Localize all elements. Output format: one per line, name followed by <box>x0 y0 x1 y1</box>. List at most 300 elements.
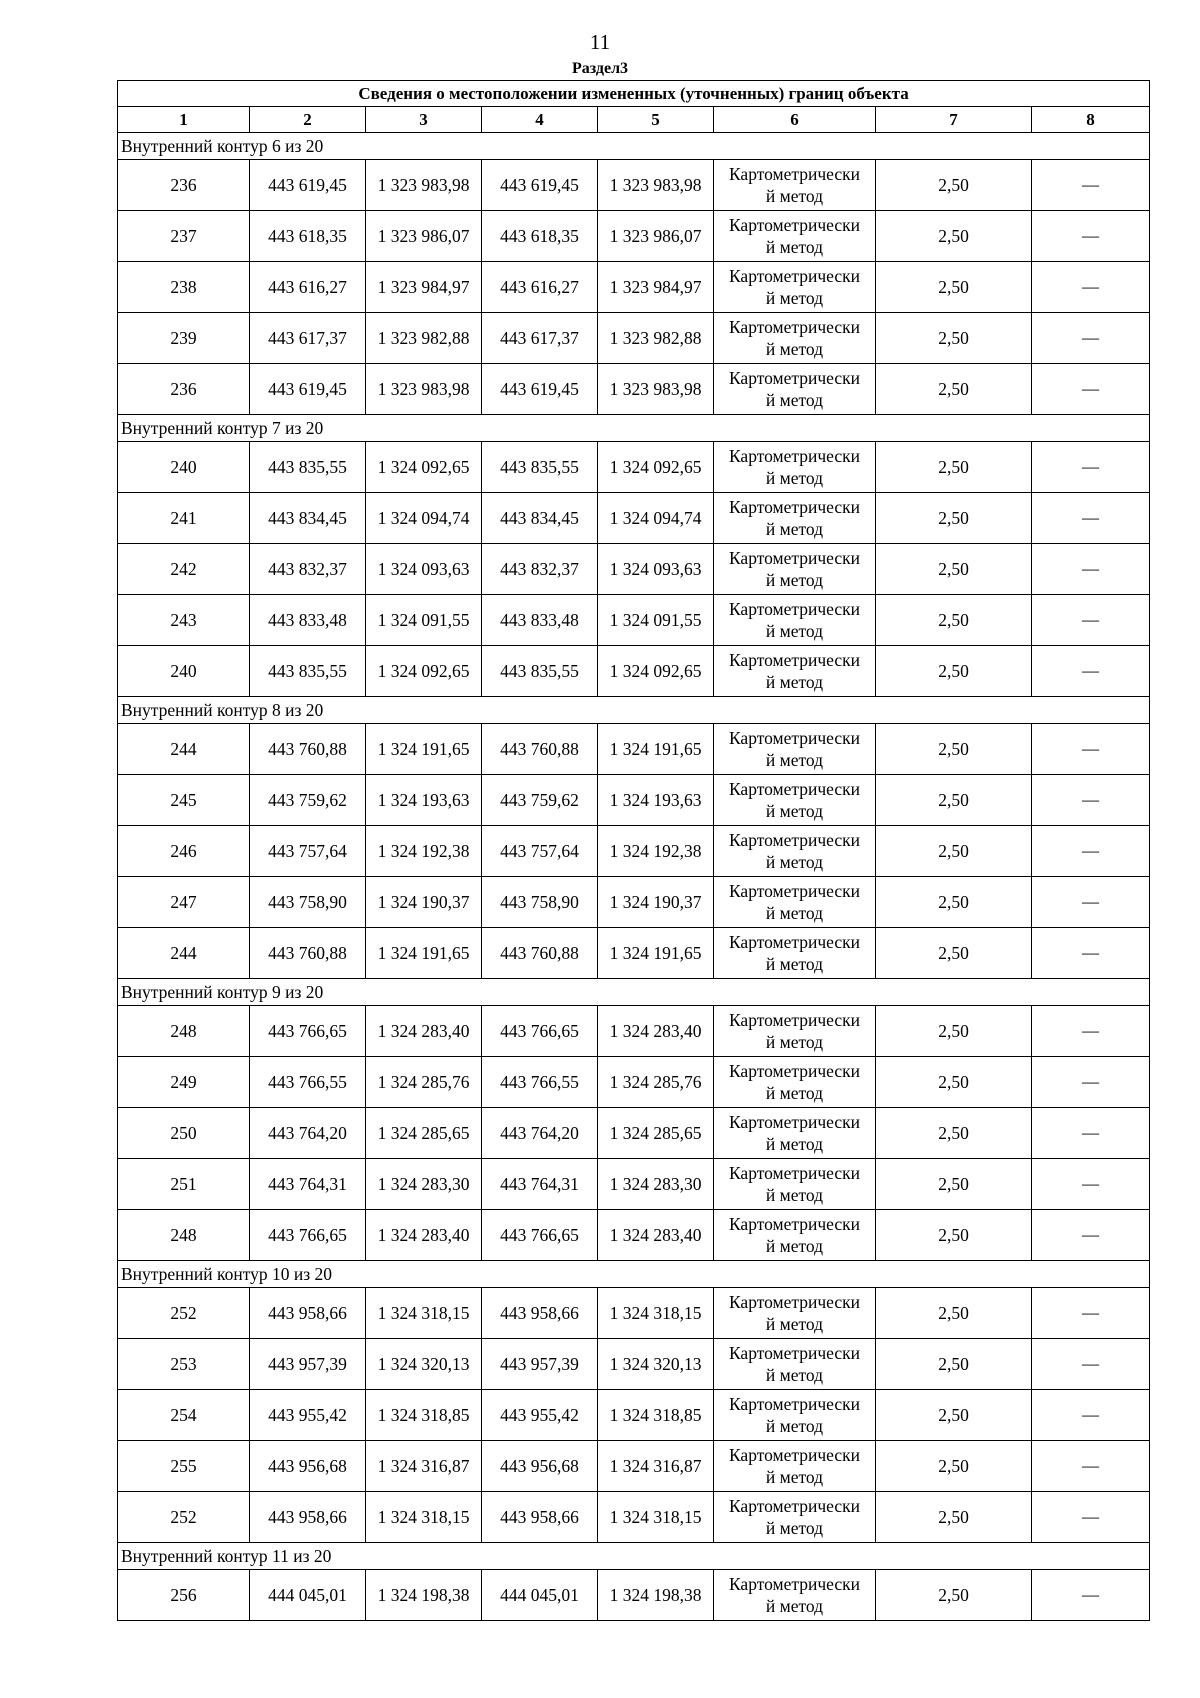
method-line-1: Картометрически <box>728 1112 861 1132</box>
description-cell: — <box>1032 595 1150 646</box>
x-new-cell: 443 764,31 <box>482 1159 598 1210</box>
method-line-1: Картометрически <box>728 1394 861 1414</box>
description-cell: — <box>1032 1288 1150 1339</box>
y-existing-cell: 1 324 318,15 <box>366 1288 482 1339</box>
y-existing-cell: 1 324 094,74 <box>366 493 482 544</box>
method-line-1: Картометрически <box>728 1496 861 1516</box>
table-row <box>118 1390 1150 1441</box>
method-line-2: й метод <box>765 1134 824 1154</box>
description-cell: — <box>1032 877 1150 928</box>
method-line-2: й метод <box>765 954 824 974</box>
accuracy-cell: 2,50 <box>876 826 1032 877</box>
method-line-1: Картометрически <box>728 368 861 388</box>
method-line-1: Картометрически <box>728 164 861 184</box>
y-new-cell: 1 324 318,15 <box>598 1492 714 1543</box>
column-number: 4 <box>482 107 598 133</box>
column-numbers-row <box>118 107 1150 133</box>
x-new-cell: 443 834,45 <box>482 493 598 544</box>
method-line-1: Картометрически <box>728 779 861 799</box>
table-row <box>118 595 1150 646</box>
method-line-1: Картометрически <box>728 599 861 619</box>
x-existing-cell: 443 619,45 <box>250 160 366 211</box>
method-line-2: й метод <box>765 519 824 539</box>
point-number-cell: 255 <box>118 1441 250 1492</box>
accuracy-cell: 2,50 <box>876 1390 1032 1441</box>
method-cell <box>714 1108 876 1159</box>
table-row <box>118 544 1150 595</box>
x-existing-cell: 443 760,88 <box>250 928 366 979</box>
y-new-cell: 1 324 193,63 <box>598 775 714 826</box>
point-number-cell: 256 <box>118 1570 250 1621</box>
method-line-2: й метод <box>765 1365 824 1385</box>
point-number-cell: 238 <box>118 262 250 313</box>
contour-label: Внутренний контур 9 из 20 <box>118 979 1150 1006</box>
contour-header-row <box>118 415 1150 442</box>
table-row <box>118 1570 1150 1621</box>
x-new-cell: 443 833,48 <box>482 595 598 646</box>
description-cell: — <box>1032 646 1150 697</box>
contour-header-row <box>118 697 1150 724</box>
method-line-1: Картометрически <box>728 830 861 850</box>
y-existing-cell: 1 324 283,40 <box>366 1006 482 1057</box>
description-cell: — <box>1032 775 1150 826</box>
method-line-1: Картометрически <box>728 548 861 568</box>
y-existing-cell: 1 324 285,76 <box>366 1057 482 1108</box>
y-new-cell: 1 324 198,38 <box>598 1570 714 1621</box>
point-number-cell: 252 <box>118 1492 250 1543</box>
accuracy-cell: 2,50 <box>876 442 1032 493</box>
description-cell: — <box>1032 364 1150 415</box>
x-new-cell: 443 766,65 <box>482 1006 598 1057</box>
method-cell <box>714 646 876 697</box>
description-cell: — <box>1032 724 1150 775</box>
y-existing-cell: 1 324 192,38 <box>366 826 482 877</box>
y-existing-cell: 1 324 191,65 <box>366 928 482 979</box>
description-cell: — <box>1032 1159 1150 1210</box>
table-caption: Сведения о местоположении измененных (уточненных) границ объекта <box>118 81 1150 107</box>
contour-header-row <box>118 133 1150 160</box>
table-row <box>118 928 1150 979</box>
x-new-cell: 443 760,88 <box>482 724 598 775</box>
accuracy-cell: 2,50 <box>876 313 1032 364</box>
boundary-table <box>117 80 1150 1621</box>
contour-header-row <box>118 1543 1150 1570</box>
description-cell: — <box>1032 1006 1150 1057</box>
description-cell: — <box>1032 1339 1150 1390</box>
method-cell <box>714 1006 876 1057</box>
method-line-2: й метод <box>765 1314 824 1334</box>
y-new-cell: 1 324 283,40 <box>598 1210 714 1261</box>
table-row <box>118 1210 1150 1261</box>
table-row <box>118 1492 1150 1543</box>
point-number-cell: 239 <box>118 313 250 364</box>
y-new-cell: 1 323 983,98 <box>598 364 714 415</box>
column-number: 3 <box>366 107 482 133</box>
method-line-2: й метод <box>765 1083 824 1103</box>
y-new-cell: 1 324 091,55 <box>598 595 714 646</box>
y-new-cell: 1 324 192,38 <box>598 826 714 877</box>
accuracy-cell: 2,50 <box>876 262 1032 313</box>
x-existing-cell: 443 958,66 <box>250 1288 366 1339</box>
y-existing-cell: 1 323 986,07 <box>366 211 482 262</box>
section-title: Раздел3 <box>571 60 629 77</box>
description-cell: — <box>1032 493 1150 544</box>
table-row <box>118 1057 1150 1108</box>
method-cell <box>714 364 876 415</box>
x-existing-cell: 443 766,65 <box>250 1210 366 1261</box>
accuracy-cell: 2,50 <box>876 160 1032 211</box>
method-line-1: Картометрически <box>728 1445 861 1465</box>
y-new-cell: 1 323 984,97 <box>598 262 714 313</box>
method-line-1: Картометрически <box>728 317 861 337</box>
method-cell <box>714 877 876 928</box>
table-row <box>118 1159 1150 1210</box>
y-existing-cell: 1 324 190,37 <box>366 877 482 928</box>
y-existing-cell: 1 324 092,65 <box>366 442 482 493</box>
y-existing-cell: 1 324 193,63 <box>366 775 482 826</box>
method-line-1: Картометрически <box>728 215 861 235</box>
accuracy-cell: 2,50 <box>876 493 1032 544</box>
description-cell: — <box>1032 544 1150 595</box>
column-number: 7 <box>876 107 1032 133</box>
table-row <box>118 826 1150 877</box>
x-existing-cell: 443 835,55 <box>250 646 366 697</box>
method-line-1: Картометрически <box>728 932 861 952</box>
point-number-cell: 247 <box>118 877 250 928</box>
point-number-cell: 253 <box>118 1339 250 1390</box>
method-cell <box>714 724 876 775</box>
y-new-cell: 1 324 092,65 <box>598 442 714 493</box>
table-row <box>118 442 1150 493</box>
x-new-cell: 443 835,55 <box>482 646 598 697</box>
y-new-cell: 1 324 283,30 <box>598 1159 714 1210</box>
table-row <box>118 1006 1150 1057</box>
point-number-cell: 252 <box>118 1288 250 1339</box>
y-new-cell: 1 324 190,37 <box>598 877 714 928</box>
x-existing-cell: 443 618,35 <box>250 211 366 262</box>
description-cell: — <box>1032 442 1150 493</box>
description-cell: — <box>1032 313 1150 364</box>
table-row <box>118 493 1150 544</box>
column-number: 5 <box>598 107 714 133</box>
x-existing-cell: 443 757,64 <box>250 826 366 877</box>
x-existing-cell: 443 616,27 <box>250 262 366 313</box>
x-existing-cell: 443 956,68 <box>250 1441 366 1492</box>
x-existing-cell: 443 957,39 <box>250 1339 366 1390</box>
x-new-cell: 444 045,01 <box>482 1570 598 1621</box>
y-existing-cell: 1 324 318,15 <box>366 1492 482 1543</box>
table-row <box>118 1441 1150 1492</box>
description-cell: — <box>1032 1390 1150 1441</box>
x-existing-cell: 443 764,31 <box>250 1159 366 1210</box>
method-cell <box>714 595 876 646</box>
x-existing-cell: 443 955,42 <box>250 1390 366 1441</box>
accuracy-cell: 2,50 <box>876 1492 1032 1543</box>
method-line-2: й метод <box>765 186 824 206</box>
x-new-cell: 443 764,20 <box>482 1108 598 1159</box>
method-line-2: й метод <box>765 621 824 641</box>
method-line-2: й метод <box>765 1032 824 1052</box>
accuracy-cell: 2,50 <box>876 775 1032 826</box>
method-cell <box>714 1390 876 1441</box>
point-number-cell: 254 <box>118 1390 250 1441</box>
contour-header-row <box>118 1261 1150 1288</box>
y-existing-cell: 1 324 318,85 <box>366 1390 482 1441</box>
method-line-1: Картометрически <box>728 446 861 466</box>
x-new-cell: 443 832,37 <box>482 544 598 595</box>
y-existing-cell: 1 323 983,98 <box>366 364 482 415</box>
x-existing-cell: 443 835,55 <box>250 442 366 493</box>
point-number-cell: 251 <box>118 1159 250 1210</box>
y-new-cell: 1 324 191,65 <box>598 724 714 775</box>
x-existing-cell: 443 833,48 <box>250 595 366 646</box>
method-line-2: й метод <box>765 390 824 410</box>
method-line-2: й метод <box>765 903 824 923</box>
page-number: 11 <box>589 30 611 54</box>
x-existing-cell: 443 619,45 <box>250 364 366 415</box>
accuracy-cell: 2,50 <box>876 595 1032 646</box>
accuracy-cell: 2,50 <box>876 877 1032 928</box>
method-cell <box>714 1492 876 1543</box>
method-line-1: Картометрически <box>728 1574 861 1594</box>
point-number-cell: 244 <box>118 724 250 775</box>
column-number: 1 <box>118 107 250 133</box>
x-new-cell: 443 835,55 <box>482 442 598 493</box>
method-cell <box>714 313 876 364</box>
x-new-cell: 443 760,88 <box>482 928 598 979</box>
accuracy-cell: 2,50 <box>876 1441 1032 1492</box>
method-line-2: й метод <box>765 339 824 359</box>
method-line-2: й метод <box>765 1416 824 1436</box>
description-cell: — <box>1032 1057 1150 1108</box>
x-existing-cell: 443 832,37 <box>250 544 366 595</box>
method-cell <box>714 1339 876 1390</box>
table-row <box>118 1108 1150 1159</box>
point-number-cell: 241 <box>118 493 250 544</box>
table-body <box>118 133 1150 1621</box>
column-number: 2 <box>250 107 366 133</box>
y-new-cell: 1 324 092,65 <box>598 646 714 697</box>
column-number: 6 <box>714 107 876 133</box>
method-line-1: Картометрически <box>728 1214 861 1234</box>
x-new-cell: 443 956,68 <box>482 1441 598 1492</box>
method-line-1: Картометрически <box>728 1163 861 1183</box>
method-line-2: й метод <box>765 468 824 488</box>
accuracy-cell: 2,50 <box>876 1288 1032 1339</box>
y-existing-cell: 1 324 283,40 <box>366 1210 482 1261</box>
x-existing-cell: 443 764,20 <box>250 1108 366 1159</box>
x-new-cell: 443 617,37 <box>482 313 598 364</box>
method-line-2: й метод <box>765 1185 824 1205</box>
y-new-cell: 1 324 316,87 <box>598 1441 714 1492</box>
accuracy-cell: 2,50 <box>876 724 1032 775</box>
method-line-2: й метод <box>765 852 824 872</box>
x-existing-cell: 443 766,55 <box>250 1057 366 1108</box>
point-number-cell: 237 <box>118 211 250 262</box>
point-number-cell: 246 <box>118 826 250 877</box>
x-existing-cell: 443 617,37 <box>250 313 366 364</box>
y-new-cell: 1 323 986,07 <box>598 211 714 262</box>
description-cell: — <box>1032 160 1150 211</box>
x-existing-cell: 443 758,90 <box>250 877 366 928</box>
description-cell: — <box>1032 211 1150 262</box>
method-cell <box>714 211 876 262</box>
point-number-cell: 243 <box>118 595 250 646</box>
y-existing-cell: 1 324 285,65 <box>366 1108 482 1159</box>
table-row <box>118 313 1150 364</box>
x-new-cell: 443 758,90 <box>482 877 598 928</box>
method-cell <box>714 1057 876 1108</box>
accuracy-cell: 2,50 <box>876 1108 1032 1159</box>
method-cell <box>714 826 876 877</box>
method-cell <box>714 160 876 211</box>
y-new-cell: 1 324 093,63 <box>598 544 714 595</box>
table-row <box>118 364 1150 415</box>
method-cell <box>714 928 876 979</box>
method-cell <box>714 1210 876 1261</box>
point-number-cell: 250 <box>118 1108 250 1159</box>
accuracy-cell: 2,50 <box>876 1570 1032 1621</box>
x-new-cell: 443 958,66 <box>482 1492 598 1543</box>
accuracy-cell: 2,50 <box>876 1159 1032 1210</box>
x-existing-cell: 443 759,62 <box>250 775 366 826</box>
x-new-cell: 443 616,27 <box>482 262 598 313</box>
table-row <box>118 724 1150 775</box>
point-number-cell: 248 <box>118 1006 250 1057</box>
accuracy-cell: 2,50 <box>876 1339 1032 1390</box>
y-existing-cell: 1 324 091,55 <box>366 595 482 646</box>
y-existing-cell: 1 324 316,87 <box>366 1441 482 1492</box>
x-new-cell: 443 955,42 <box>482 1390 598 1441</box>
accuracy-cell: 2,50 <box>876 1006 1032 1057</box>
method-cell <box>714 775 876 826</box>
accuracy-cell: 2,50 <box>876 211 1032 262</box>
description-cell: — <box>1032 826 1150 877</box>
point-number-cell: 248 <box>118 1210 250 1261</box>
description-cell: — <box>1032 1210 1150 1261</box>
table-row <box>118 775 1150 826</box>
y-existing-cell: 1 324 092,65 <box>366 646 482 697</box>
table-row <box>118 160 1150 211</box>
table-row <box>118 877 1150 928</box>
point-number-cell: 244 <box>118 928 250 979</box>
x-new-cell: 443 757,64 <box>482 826 598 877</box>
y-new-cell: 1 324 283,40 <box>598 1006 714 1057</box>
y-existing-cell: 1 324 093,63 <box>366 544 482 595</box>
description-cell: — <box>1032 1441 1150 1492</box>
y-new-cell: 1 323 983,98 <box>598 160 714 211</box>
y-existing-cell: 1 324 283,30 <box>366 1159 482 1210</box>
method-cell <box>714 1441 876 1492</box>
method-cell <box>714 493 876 544</box>
table-row <box>118 1339 1150 1390</box>
accuracy-cell: 2,50 <box>876 928 1032 979</box>
description-cell: — <box>1032 928 1150 979</box>
method-line-1: Картометрически <box>728 728 861 748</box>
contour-label: Внутренний контур 7 из 20 <box>118 415 1150 442</box>
method-line-2: й метод <box>765 237 824 257</box>
table-row <box>118 211 1150 262</box>
accuracy-cell: 2,50 <box>876 544 1032 595</box>
y-existing-cell: 1 323 982,88 <box>366 313 482 364</box>
point-number-cell: 249 <box>118 1057 250 1108</box>
x-existing-cell: 444 045,01 <box>250 1570 366 1621</box>
x-existing-cell: 443 766,65 <box>250 1006 366 1057</box>
contour-label: Внутренний контур 6 из 20 <box>118 133 1150 160</box>
point-number-cell: 236 <box>118 160 250 211</box>
x-new-cell: 443 766,55 <box>482 1057 598 1108</box>
point-number-cell: 245 <box>118 775 250 826</box>
method-line-1: Картометрически <box>728 881 861 901</box>
y-new-cell: 1 324 285,76 <box>598 1057 714 1108</box>
y-new-cell: 1 323 982,88 <box>598 313 714 364</box>
x-new-cell: 443 957,39 <box>482 1339 598 1390</box>
method-line-2: й метод <box>765 1596 824 1616</box>
method-line-1: Картометрически <box>728 1010 861 1030</box>
y-new-cell: 1 324 191,65 <box>598 928 714 979</box>
x-new-cell: 443 759,62 <box>482 775 598 826</box>
y-existing-cell: 1 324 198,38 <box>366 1570 482 1621</box>
method-line-1: Картометрически <box>728 1343 861 1363</box>
y-existing-cell: 1 324 191,65 <box>366 724 482 775</box>
x-existing-cell: 443 760,88 <box>250 724 366 775</box>
accuracy-cell: 2,50 <box>876 1210 1032 1261</box>
method-line-2: й метод <box>765 1518 824 1538</box>
point-number-cell: 240 <box>118 442 250 493</box>
method-line-2: й метод <box>765 288 824 308</box>
y-existing-cell: 1 323 984,97 <box>366 262 482 313</box>
method-line-2: й метод <box>765 672 824 692</box>
table-row <box>118 262 1150 313</box>
point-number-cell: 242 <box>118 544 250 595</box>
y-new-cell: 1 324 094,74 <box>598 493 714 544</box>
method-line-2: й метод <box>765 801 824 821</box>
method-line-2: й метод <box>765 1236 824 1256</box>
description-cell: — <box>1032 262 1150 313</box>
method-line-2: й метод <box>765 750 824 770</box>
description-cell: — <box>1032 1570 1150 1621</box>
y-new-cell: 1 324 318,15 <box>598 1288 714 1339</box>
y-existing-cell: 1 323 983,98 <box>366 160 482 211</box>
method-line-1: Картометрически <box>728 1061 861 1081</box>
method-line-1: Картометрически <box>728 1292 861 1312</box>
method-line-2: й метод <box>765 1467 824 1487</box>
contour-label: Внутренний контур 10 из 20 <box>118 1261 1150 1288</box>
accuracy-cell: 2,50 <box>876 364 1032 415</box>
table-row <box>118 646 1150 697</box>
accuracy-cell: 2,50 <box>876 1057 1032 1108</box>
point-number-cell: 236 <box>118 364 250 415</box>
description-cell: — <box>1032 1492 1150 1543</box>
y-new-cell: 1 324 285,65 <box>598 1108 714 1159</box>
contour-label: Внутренний контур 11 из 20 <box>118 1543 1150 1570</box>
x-existing-cell: 443 834,45 <box>250 493 366 544</box>
x-new-cell: 443 619,45 <box>482 364 598 415</box>
method-cell <box>714 1288 876 1339</box>
x-new-cell: 443 618,35 <box>482 211 598 262</box>
point-number-cell: 240 <box>118 646 250 697</box>
y-new-cell: 1 324 320,13 <box>598 1339 714 1390</box>
contour-label: Внутренний контур 8 из 20 <box>118 697 1150 724</box>
contour-header-row <box>118 979 1150 1006</box>
method-line-1: Картометрически <box>728 650 861 670</box>
method-cell <box>714 544 876 595</box>
method-line-2: й метод <box>765 570 824 590</box>
x-new-cell: 443 619,45 <box>482 160 598 211</box>
method-line-1: Картометрически <box>728 266 861 286</box>
table-row <box>118 1288 1150 1339</box>
method-cell <box>714 262 876 313</box>
